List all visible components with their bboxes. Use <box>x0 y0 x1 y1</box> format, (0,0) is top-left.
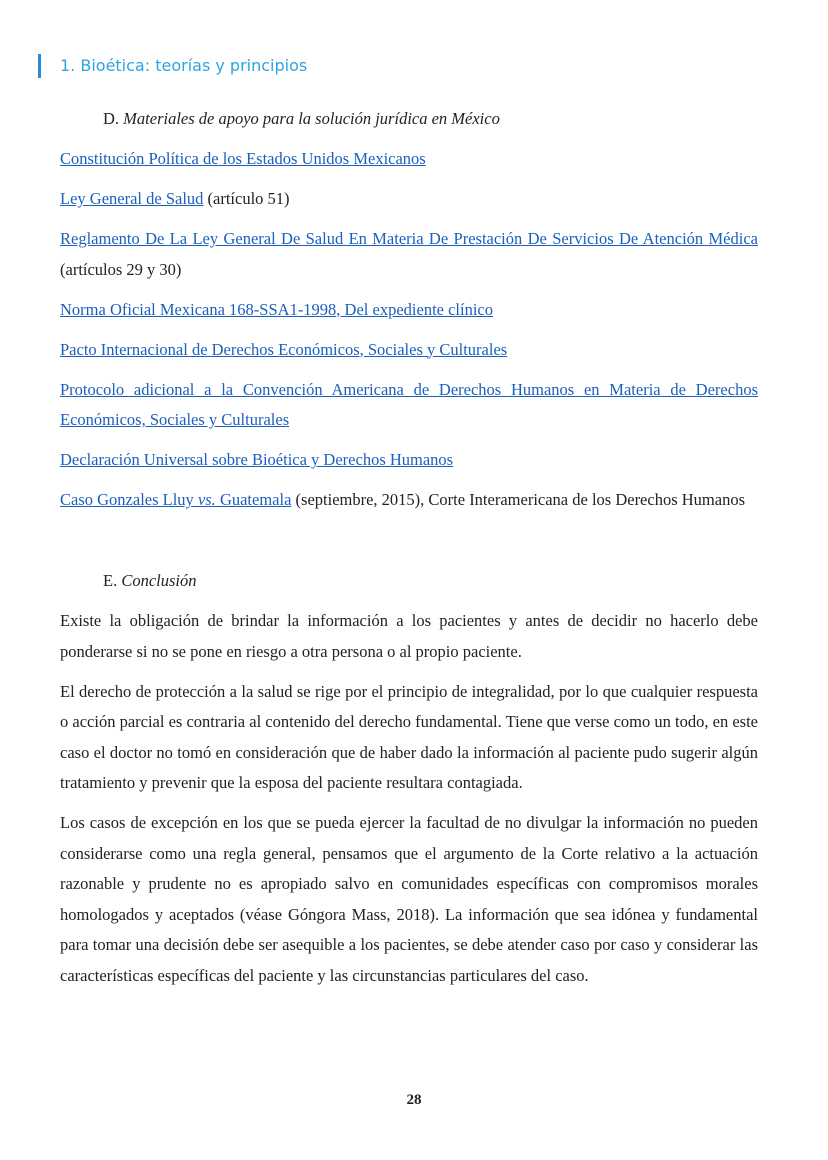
reference-suffix: (artículos 29 y 30) <box>60 259 182 279</box>
section-d-heading <box>60 104 758 135</box>
section-e-title: Conclusión <box>121 571 197 590</box>
reference-item <box>60 144 758 175</box>
reference-item-case <box>60 485 758 516</box>
reference-suffix: (artículo 51) <box>203 189 290 208</box>
section-e-heading <box>60 566 758 597</box>
section-d-title: Materiales de apoyo para la solución jurídica en México <box>123 109 500 128</box>
reference-item <box>60 445 758 476</box>
reference-link-constitucion[interactable]: Constitución Política de los Estados Unidos Mexicanos <box>60 149 426 168</box>
section-spacer <box>60 525 758 566</box>
reference-link-nom-168[interactable]: Norma Oficial Mexicana 168-SSA1-1998, Del expediente clínico <box>60 299 493 319</box>
section-d-letter: D. <box>103 109 120 128</box>
page-content <box>60 104 758 1001</box>
reference-item <box>60 335 758 366</box>
reference-item <box>60 375 758 436</box>
reference-link-caso-gonzales-lluy[interactable] <box>60 490 291 509</box>
reference-item <box>60 184 758 215</box>
body-paragraph: Los casos de excepción en los que se pueda ejercer la facultad de no divulgar la información no pueden considerarse como una regla general, pensamos que el argumento de la Corte relativo a la actuación razonable y prudente no es apropiado salvo en comunidades específicas con compromisos morales homologados y aceptados (véase Góngora Mass, 2018). La información que sea idónea y fundamental para tomar una decisión debe ser asequible a los pacientes, se debe atender caso por caso y considerar las características específicas del paciente y las circunstancias particulares del caso. <box>60 813 758 985</box>
reference-item <box>60 295 758 326</box>
header-title: 1. Bioética: teorías y principios <box>60 56 308 75</box>
section-e-letter: E. <box>103 571 118 590</box>
reference-suffix: (septiembre, 2015), Corte Interamericana de los Derechos Humanos <box>291 490 745 509</box>
body-paragraph: El derecho de protección a la salud se rige por el principio de integralidad, por lo que cualquier respuesta o acción parcial es contraria al contenido del derecho fundamental. Tiene que verse como un todo, en este caso el doctor no tomó en consideración que de haber dado la información al paciente pudo sugerir algún tratamiento y prevenir que la esposa del paciente resultara contagiada. <box>60 681 758 792</box>
page-number: 28 <box>406 1092 422 1108</box>
case-link-part1: Caso Gonzales Lluy <box>60 490 198 509</box>
body-paragraph: Existe la obligación de brindar la información a los pacientes y antes de decidir no hacerlo debe ponderarse si no se pone en riesgo a otra persona o al propio paciente. <box>60 611 758 661</box>
reference-link-pacto-internacional[interactable]: Pacto Internacional de Derechos Económicos, Sociales y Culturales <box>60 339 508 359</box>
reference-link-declaracion-universal[interactable]: Declaración Universal sobre Bioética y Derechos Humanos <box>60 450 454 469</box>
case-link-part2: Guatemala <box>215 490 292 509</box>
reference-link-protocolo-adicional[interactable]: Protocolo adicional a la Convención Americana de Derechos Humanos en Materia de Derechos Económicos, Sociales y Culturales <box>60 379 758 429</box>
reference-link-ley-general-salud[interactable]: Ley General de Salud <box>60 189 204 208</box>
reference-item <box>60 224 758 285</box>
running-header <box>38 54 307 78</box>
reference-link-reglamento[interactable]: Reglamento De La Ley General De Salud En Materia De Prestación De Servicios De Atención Médica <box>60 229 758 248</box>
case-link-vs: vs. <box>197 490 216 509</box>
